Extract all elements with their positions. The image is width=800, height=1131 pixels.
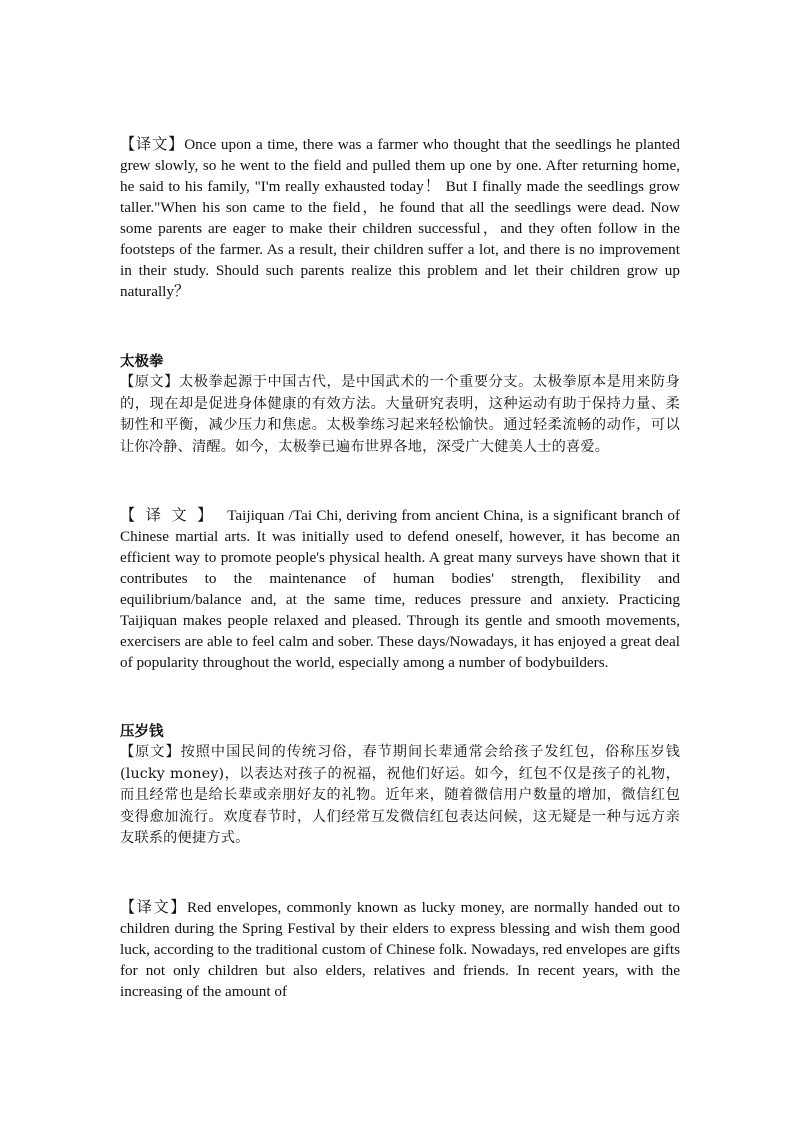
original-text: 按照中国民间的传统习俗，春节期间长辈通常会给孩子发红包，俗称压岁钱(lucky money)，以表达对孩子的祝福，祝他们好运。如今，红包不仅是孩子的礼物，而且经常也是给长辈或亲朋好友的礼物。近年来，随着微信用户数量的增加，微信红包变得愈加流行。欢度春节时，人们经常互发微信红包表达问候，这无疑是一种与远方亲友联系的便捷方式。 bbox=[120, 744, 680, 846]
section-title-taijiquan: 太极拳 bbox=[120, 353, 164, 370]
taijiquan-original bbox=[120, 372, 680, 458]
taijiquan-translation bbox=[120, 505, 680, 673]
original-tag: 【原文】 bbox=[120, 744, 181, 760]
translation-tag: 【译文】 bbox=[120, 135, 185, 153]
farmer-story-translation bbox=[120, 134, 680, 302]
translation-tag: 【译文】 bbox=[120, 506, 223, 524]
lucky-money-original bbox=[120, 742, 680, 850]
original-text: 太极拳起源于中国古代，是中国武术的一个重要分支。太极拳原本是用来防身的，现在却是促进身体健康的有效方法。大量研究表明，这种运动有助于保持力量、柔韧性和平衡，减少压力和焦虑。太极拳练习起来轻松愉快。通过轻柔流畅的动作，可以让你冷静、清醒。如今，太极拳已遍布世界各地，深受广大健美人士的喜爱。 bbox=[120, 374, 680, 455]
translation-text: Once upon a time, there was a farmer who thought that the seedlings he planted grew slowly, so he went to the field and pulled them up one by one. After returning home, he said to his family, "I'm really exhausted today！ But I finally made the seedlings grow taller."When his son came to the field，he found that all the seedlings were dead. Now some parents are eager to make their children successful，and they often follow in the footsteps of the farmer. As a result, their children suffer a lot, and there is no improvement in their study. Should such parents realize this problem and let their children grow up naturally？ bbox=[120, 136, 680, 300]
translation-text: Red envelopes, commonly known as lucky money, are normally handed out to children during the Spring Festival by their elders to express blessing and wish them good luck, according to the traditional custom of Chinese folk. Nowadays, red envelopes are gifts for not only children but also elders, relatives and friends. In recent years, with the increasing of the amount of bbox=[120, 898, 680, 1000]
document-page bbox=[120, 134, 680, 1002]
original-tag: 【原文】 bbox=[120, 374, 179, 390]
translation-text: Taijiquan /Tai Chi, deriving from ancient China, is a significant branch of Chinese martial arts. It was initially used to defend oneself, however, it has become an efficient way to promote people's physical health. A great many surveys have shown that it contributes to the maintenance of human bodies' strength, flexibility and equilibrium/balance and, at the same time, reduces pressure and anxiety. Practicing Taijiquan makes people relaxed and pleased. Through its gentle and smooth movements, exercisers are able to feel calm and sober. These days/Nowadays, it has enjoyed a great deal of popularity throughout the world, especially among a number of bodybuilders. bbox=[120, 507, 681, 671]
translation-tag: 【译文】 bbox=[120, 897, 187, 916]
section-title-lucky-money: 压岁钱 bbox=[120, 723, 164, 740]
lucky-money-translation bbox=[120, 897, 680, 1002]
